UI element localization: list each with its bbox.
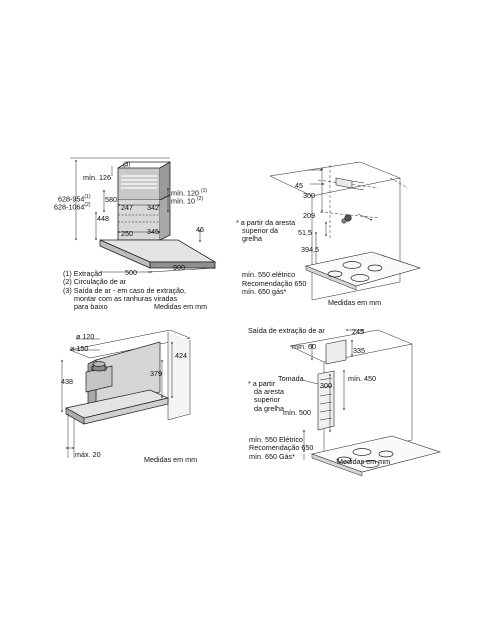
dim-379: 379 <box>150 369 162 378</box>
dim-max-20: máx. 20 <box>75 450 101 459</box>
dim-342: 342 <box>147 203 159 212</box>
dim-min-500: mín. 500 <box>283 408 311 417</box>
dim-min-120: mín. 120 $^{(1)}$ <box>171 188 208 198</box>
note-from-grid-edge-2: * a partir da aresta superior da grelha <box>248 379 284 413</box>
dim-245: 245 <box>352 327 364 336</box>
dim-500: 500 <box>125 268 137 277</box>
dim-300-socket: 300 <box>320 381 332 390</box>
dim-394-5: 394,5 <box>301 245 319 254</box>
dim-345: 345 <box>147 227 159 236</box>
dim-range-recirculation: 628-1064$^{(2)}$ <box>54 202 91 212</box>
dim-438: 438 <box>61 377 73 386</box>
legend-air-outlet-cont: montar com as ranhuras viradas <box>74 293 178 303</box>
units-label-3: Medidas em mm <box>144 455 198 464</box>
dim-range-extraction: 628-954$^{(1)}$ <box>58 194 91 204</box>
label-socket: Tomada <box>278 374 304 383</box>
note-from-grid-edge: * a partir da aresta superior da grelha <box>236 218 296 244</box>
label-air-outlet: Saída de extração de ar <box>248 326 325 335</box>
dim-580: 580 <box>105 195 117 204</box>
legend-air-outlet: (3) Saída de ar - em caso de extração, <box>63 285 187 295</box>
units-label-2: Medidas em mm <box>328 298 382 307</box>
legend-recirculation: (2) Circulação de ar <box>63 277 127 287</box>
dim-min-450: mín. 450 <box>348 374 376 383</box>
units-label-4: Medidas em mm <box>337 457 391 466</box>
dim-dia-120: ø 120 <box>76 332 95 341</box>
dim-900: 900 <box>173 263 185 272</box>
ref-3: (3) <box>123 162 131 168</box>
units-label-1: Medidas em mm <box>154 302 208 311</box>
dim-424: 424 <box>175 351 187 360</box>
dim-min-126: mín. 126 <box>83 173 111 182</box>
legend-extraction: (1) Extração <box>63 269 103 278</box>
dim-335: 335 <box>353 346 365 355</box>
dim-min-10: mín. 10 $^{(2)}$ <box>171 196 204 206</box>
dim-247: 247 <box>121 203 133 212</box>
dim-209: 209 <box>303 211 315 220</box>
dim-46: 46 <box>196 225 204 234</box>
min-distance-cooktop-2: mín. 550 Elétrico Recomendação 650 mín. 650 Gás* <box>249 435 314 461</box>
legend-air-outlet-cont2: para baixo <box>74 302 108 312</box>
dim-51-5: 51,5 <box>298 228 312 237</box>
dim-dia-150: ø 150 <box>70 344 89 353</box>
dim-448: 448 <box>97 214 109 223</box>
dim-250: 250 <box>121 229 133 238</box>
dim-45: 45 <box>295 181 303 190</box>
dim-min-60: mín. 60 <box>292 342 316 351</box>
dim-300: 300 <box>303 191 315 200</box>
min-distance-cooktop: mín. 550 elétrico Recomendação 650 mín. 650 gás* <box>242 270 307 297</box>
